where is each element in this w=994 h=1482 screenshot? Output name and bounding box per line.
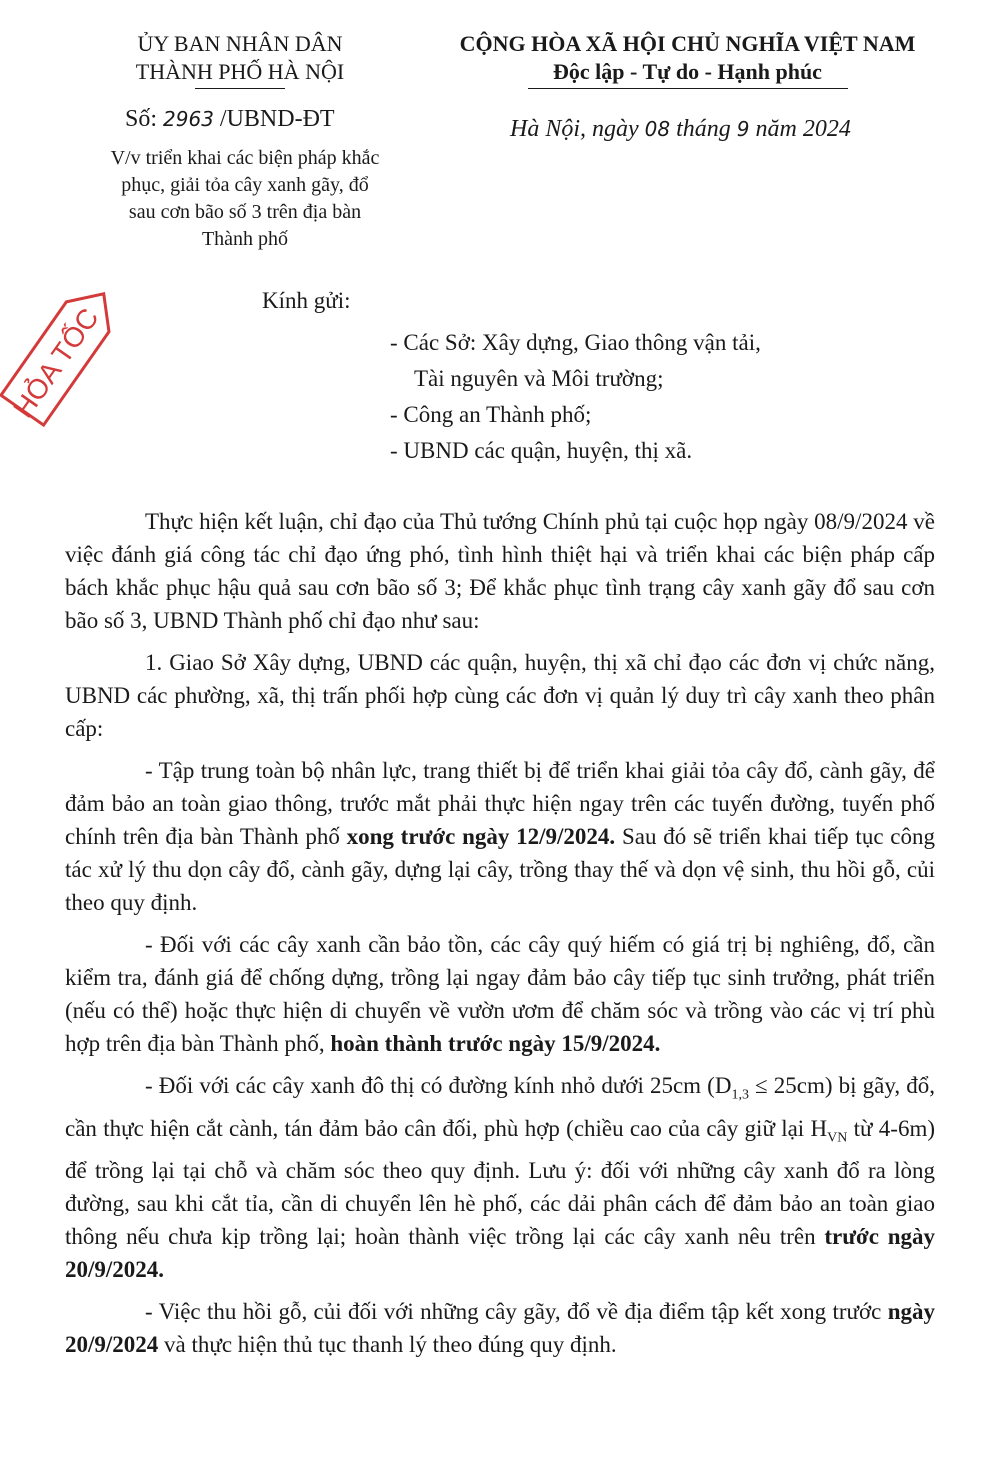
directive-item-1: 1. Giao Sở Xây dựng, UBND các quận, huyện, thị xã chỉ đạo các đơn vị chức năng, UBND các phường, xã, thị trấn phối hợp cùng các đơn vị quản lý duy trì cây xanh theo phân cấp: [65,650,935,741]
recipient-list [390,325,761,469]
paragraph-text: ≤ 25cm) bị gãy, đổ, cần thực hiện cắt cành, tán đảm bảo cân đối, phù hợp (chiều cao của cây giữ lại H [65,1073,935,1141]
national-heading [410,30,965,89]
paragraph-text: Sau đó sẽ triển khai tiếp tục công tác xử lý thu dọn cây đổ, cành gãy, dựng lại cây, trồng thay thế và dọn vệ sinh, thu hồi gỗ, củi theo quy định. [65,824,936,915]
issue-date [510,116,851,143]
subject-line: Thành phố [201,228,289,250]
stamp-text: HỎA TỐC [7,302,105,424]
deadline-text: trước ngày 20/9/2024. [65,1224,936,1283]
paragraph-text: - Tập trung toàn bộ nhân lực, trang thiết bị để triển khai giải tỏa cây đổ, cành gãy, để đảm bảo an toàn giao thông, trước mắt phải thực hiện ngay trên các tuyến đường, tuyến phố chính trên địa bàn Thành phố [65,758,935,849]
greeting: Kính gửi: [262,288,351,313]
issuer-line-2: THÀNH PHỐ HÀ NỘI [135,59,345,84]
paragraph-text: - Việc thu hồi gỗ, củi đối với những cây gãy, đổ về địa điểm tập kết xong trước [145,1299,882,1325]
date-day: 08 [644,117,671,141]
issuer-underline [195,88,285,89]
so-label: Số: [125,106,158,132]
recipient-item: - Công an Thành phố; [390,402,592,427]
date-month: 9 [736,117,750,141]
document-number [125,106,335,133]
subject-line: sau cơn bão số 3 trên địa bàn [128,201,362,223]
issuer-block [90,30,390,89]
motto-underline [528,88,848,89]
motto: Độc lập - Tự do - Hạnh phúc [553,59,822,84]
stamp-icon [0,272,132,432]
subscript: VN [827,1130,848,1146]
date-prefix: Hà Nội, ngày [510,116,639,142]
paragraph-text: - Đối với các cây xanh đô thị có đường kính nhỏ dưới 25cm (D [145,1073,732,1098]
deadline-text: xong trước ngày 12/9/2024. [346,824,616,849]
paragraph-small-trees [65,1069,935,1286]
subject-line: V/v triển khai các biện pháp khắc [110,147,380,169]
so-suffix: /UBND-ĐT [219,106,335,132]
recipient-item: - Các Sở: Xây dựng, Giao thông vận tải, [390,330,761,355]
paragraph-wood-recovery [65,1295,935,1361]
paragraph-text: từ 4-6m) để trồng lại tại chỗ và chăm sóc theo quy định. Lưu ý: đối với những cây xanh đổ ra lòng đường, sau khi cắt tỉa, cần di chuyển lên hè phố, các dải phân cách để đảm bảo an toàn giao thông nếu chưa kịp trồng lại; hoàn thành việc trồng lại các cây xanh nêu trên [65,1115,935,1250]
intro-paragraph: Thực hiện kết luận, chỉ đạo của Thủ tướng Chính phủ tại cuộc họp ngày 08/9/2024 về việc đánh giá công tác chỉ đạo ứng phó, tình hình thiệt hại và triển khai các biện pháp cấp bách khắc phục hậu quả sau cơn bão số 3; Để khắc phục tình trạng cây xanh gãy đổ sau cơn bão số 3, UBND Thành phố chỉ đạo như sau: [65,509,935,633]
recipient-item: Tài nguyên và Môi trường; [414,366,664,391]
deadline-text: ngày 20/9/2024 [65,1299,936,1358]
paragraph-text: và thực hiện thủ tục thanh lý theo đúng quy định. [164,1332,617,1358]
so-number: 2963 [163,107,214,131]
subject-block [80,145,410,253]
subscript: 1,3 [731,1087,749,1103]
date-month-label: tháng [676,116,731,142]
subject-line: phục, giải tỏa cây xanh gãy, đổ [121,174,369,196]
issuer-line-1: ỦY BAN NHÂN DÂN [137,31,343,56]
paragraph-text: - Đối với các cây xanh cần bảo tồn, các cây quý hiếm có giá trị bị nghiêng, đổ, cần kiểm tra, đánh giá để chống dựng, trồng lại ngay đảm bảo cây tiếp tục sinh trưởng, phát triển (nếu có thể) hoặc thực hiện di chuyển về vườn ươm để chăm sóc và trồng vào các vị trí phù hợp trên địa bàn Thành phố, [65,932,935,1056]
recipient-item: - UBND các quận, huyện, thị xã. [390,438,693,463]
national-title: CỘNG HÒA XÃ HỘI CHỦ NGHĨA VIỆT NAM [459,31,916,56]
urgent-stamp [0,272,132,432]
paragraph-preservation [65,928,935,1060]
document-body [65,505,935,1370]
deadline-text: hoàn thành trước ngày 15/9/2024. [330,1031,661,1056]
date-year: năm 2024 [755,116,851,142]
paragraph-clearing [65,754,935,919]
